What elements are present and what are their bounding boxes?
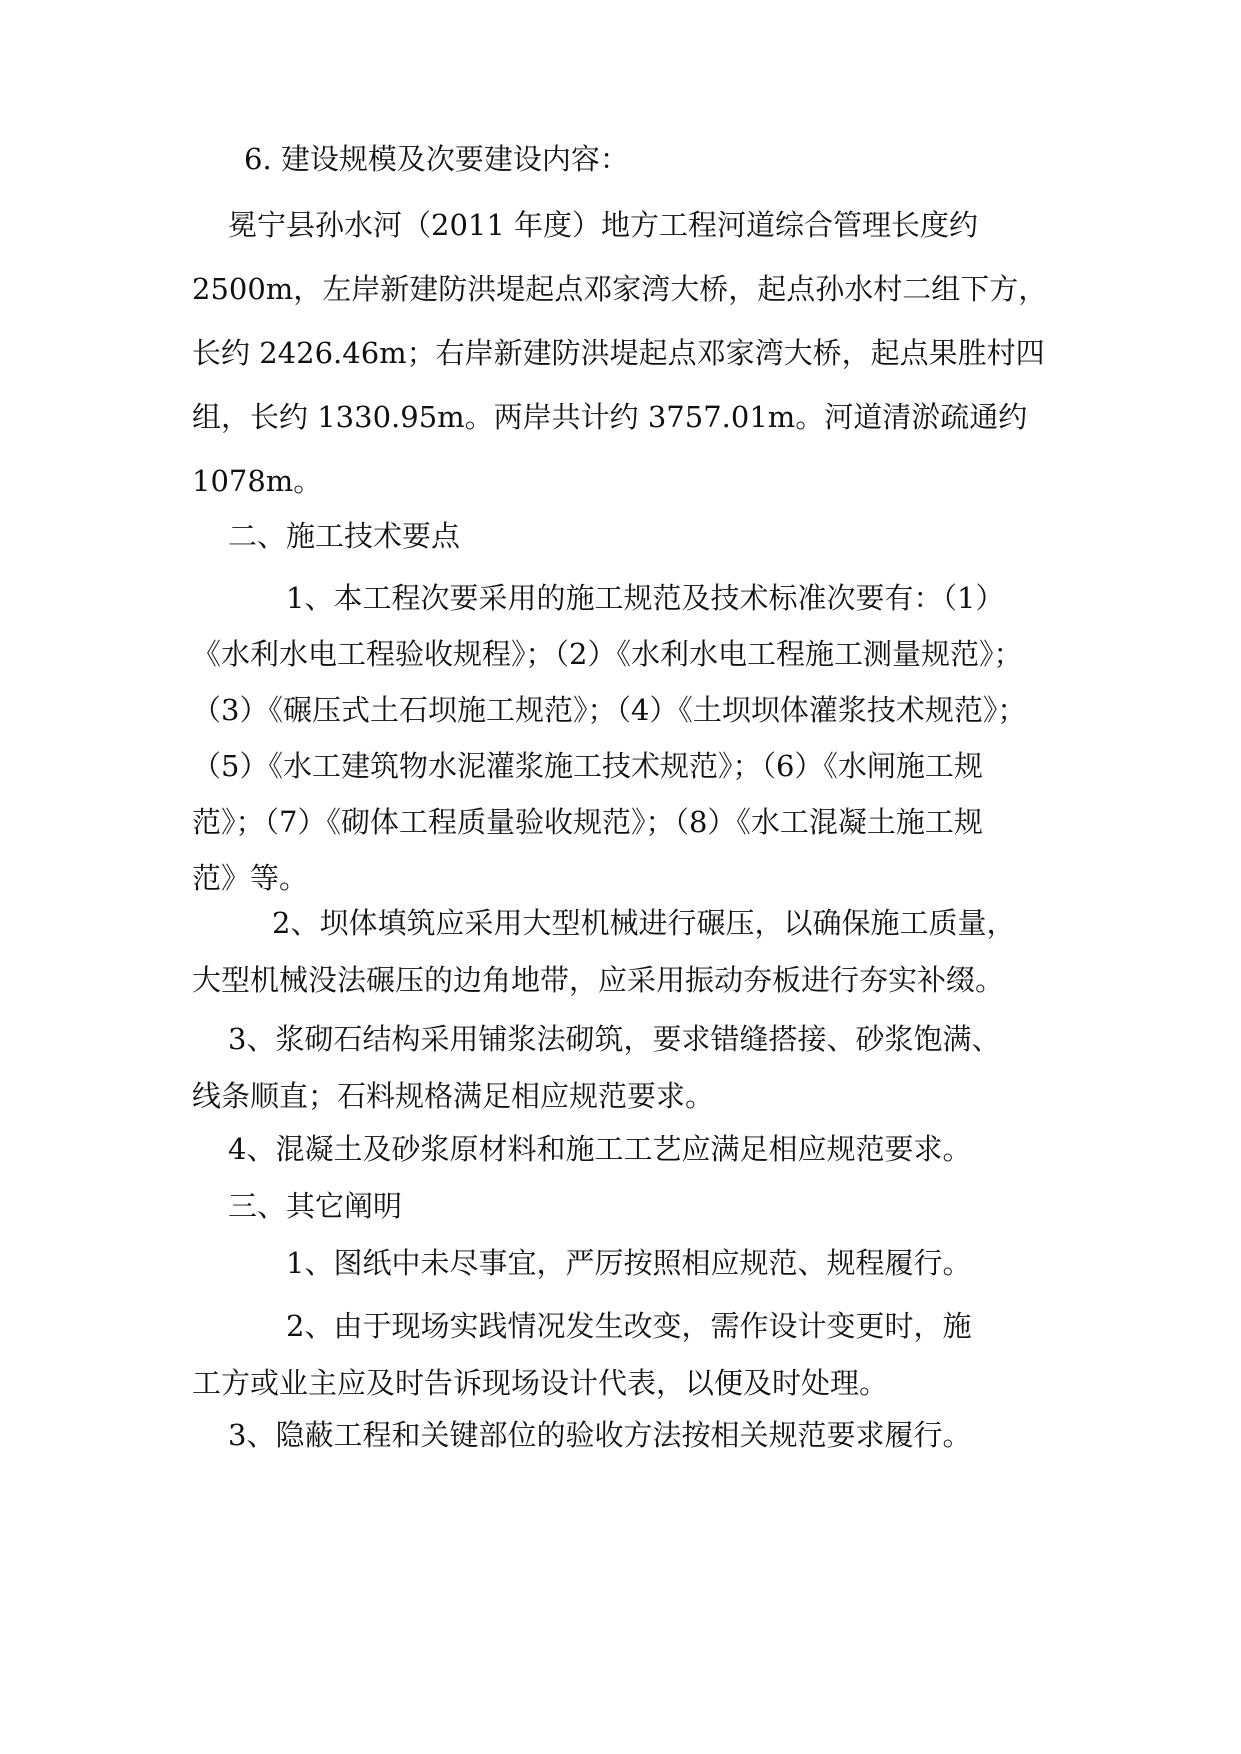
text-line: 《水利水电工程验收规程》；（2）《水利水电工程施工测量规范》； <box>192 637 1023 671</box>
paragraph-unspecified-matters <box>192 1241 1062 1282</box>
text-line: （3）《碾压式土石坝施工规范》；（4）《土坝坝体灌浆技术规范》； <box>192 693 1027 727</box>
section-heading-other-notes <box>192 1184 1062 1225</box>
paragraph-tech-standards <box>192 570 1062 906</box>
text-line: 冕宁县孙水河（2011 年度）地方工程河道综合管理长度约 <box>228 208 979 242</box>
text-line: 3、浆砌石结构采用铺浆法砌筑，要求错缝搭接、砂浆饱满、 <box>228 1022 1001 1056</box>
text-line: 范》；（7）《砌体工程质量验收规范》；（8）《水工混凝土施工规 <box>192 805 983 839</box>
text-line: 6. 建设规模及次要建设内容： <box>244 142 629 176</box>
text-line: 范》等。 <box>192 861 309 895</box>
section-heading-construction-tech <box>192 514 1062 555</box>
text-line: 1、图纸中未尽事宜，严厉按照相应规范、规程履行。 <box>286 1246 972 1280</box>
text-line: 2、由于现场实践情况发生改变，需作设计变更时，施 <box>286 1309 972 1343</box>
text-line: 1078m。 <box>192 464 323 498</box>
text-line: 大型机械没法碾压的边角地带，应采用振动夯板进行夯实补缀。 <box>192 963 1005 997</box>
text-line: 4、混凝土及砂浆原材料和施工工艺应满足相应规范要求。 <box>228 1132 972 1166</box>
text-line: 线条顺直；石料规格满足相应规范要求。 <box>192 1079 715 1113</box>
text-line: 工方或业主应及时告诉现场设计代表，以便及时处理。 <box>192 1366 889 1400</box>
heading-construction-scale <box>192 137 1062 178</box>
text-line: 1、本工程次要采用的施工规范及技术标准次要有：（1） <box>286 581 1005 615</box>
text-line: 三、其它阐明 <box>228 1189 403 1223</box>
text-line: 3、隐蔽工程和关键部位的验收方法按相关规范要求履行。 <box>228 1418 972 1452</box>
text-line: 2、坝体填筑应采用大型机械进行碾压，以确保施工质量， <box>272 906 1016 940</box>
text-line: 二、施工技术要点 <box>228 519 461 553</box>
paragraph-construction-scale <box>192 193 1062 513</box>
text-line: （5）《水工建筑物水泥灌浆施工技术规范》；（6）《水闸施工规 <box>192 749 983 783</box>
paragraph-concrete <box>192 1127 1062 1168</box>
paragraph-concealed-works <box>192 1413 1062 1454</box>
text-line: 组，长约 1330.95m。两岸共计约 3757.01m。河道清淤疏通约 <box>192 400 1028 434</box>
paragraph-masonry <box>192 1011 1062 1125</box>
text-line: 长约 2426.46m；右岸新建防洪堤起点邓家湾大桥，起点果胜村四 <box>192 336 1045 370</box>
text-line: 2500m，左岸新建防洪堤起点邓家湾大桥，起点孙水村二组下方， <box>192 272 1048 306</box>
paragraph-dam-filling <box>192 895 1062 1009</box>
paragraph-design-change <box>192 1298 1062 1412</box>
